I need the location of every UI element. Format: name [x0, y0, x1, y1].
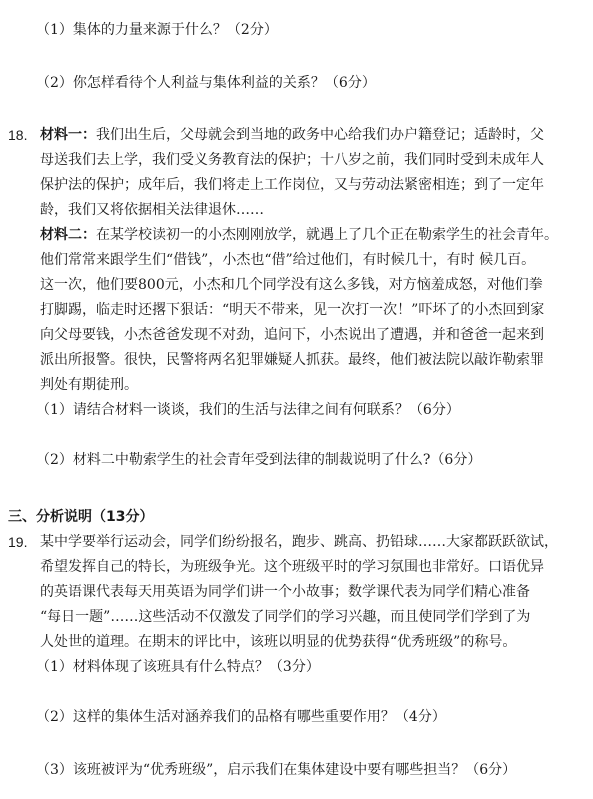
q18-material2-line-7: 判处有期徒刑。	[40, 377, 138, 393]
q18-sub2: （2）材料二中勒索学生的社会青年受到法律的制裁说明了什么?（6分）	[36, 452, 482, 468]
q19-sub2: （2）这样的集体生活对涵养我们的品格有哪些重要作用？（4分）	[36, 709, 446, 725]
q19-line-4: “每日一题”……这些活动不仅激发了同学们的学习兴趣，而且使同学们学到了为	[40, 609, 531, 625]
q18-material1-line-2: 母送我们去上学，我们受义务教育法的保护；十八岁之前，我们同时受到未成年人	[40, 152, 544, 168]
q18-number: 18.	[8, 127, 28, 143]
q17-sub2: （2）你怎样看待个人利益与集体利益的关系？（6分）	[36, 75, 376, 91]
q19-sub3: （3）该班被评为“优秀班级”，启示我们在集体建设中要有哪些担当？（6分）	[36, 762, 517, 778]
q18-material2-line-1: 材料二：在某学校读初一的小杰刚刚放学，就遇上了几个正在勒索学生的社会青年。	[40, 227, 558, 243]
q19-sub1: （1）材料体现了该班具有什么特点？（3分）	[36, 659, 320, 675]
q18-sub1: （1）请结合材料一谈谈，我们的生活与法律之间有何联系？（6分）	[36, 402, 460, 418]
q19-number: 19.	[8, 534, 28, 550]
q18-material2-line-6: 派出所报警。很快，民警将两名犯罪嫌疑人抓获。最终，他们被法院以敲诈勒索罪	[40, 352, 544, 368]
q18-material1-line-1: 材料一：我们出生后，父母就会到当地的政务中心给我们办户籍登记；适龄时，父	[40, 127, 544, 143]
q19-line-5: 人处世的道理。在期末的评比中，该班以明显的优势获得“优秀班级”的称号。	[40, 634, 517, 650]
q18-material2-label: 材料二：	[40, 227, 96, 243]
q18-material2-line-3: 这一次，他们要800元，小杰和几个同学没有这么多钱，对方恼羞成怒，对他们拳	[40, 277, 543, 293]
q18-material2-line-5: 向父母要钱，小杰爸爸发现不对劲，追问下，小杰说出了遭遇，并和爸爸一起来到	[40, 327, 544, 343]
q19-line-1: 某中学要举行运动会，同学们纷纷报名，跑步、跳高、扔铅球……大家都跃跃欲试，	[40, 534, 558, 550]
q18-material2-line-4: 打脚踢，临走时还撂下狠话：“明天不带来，见一次打一次！”吓坏了的小杰回到家	[40, 302, 545, 318]
q19-line-3: 的英语课代表每天用英语为同学们讲一个小故事；数学课代表为同学们精心准备	[40, 584, 530, 600]
q18-material2-line-2: 他们常常来跟学生们“借钱”，小杰也“借”给过他们，有时候几十，有时 候几百。	[40, 252, 536, 268]
section-3-title: 三、分析说明（13分）	[8, 509, 154, 525]
q19-line-2: 希望发挥自己的特长，为班级争光。这个班级平时的学习氛围也非常好。口语优异	[40, 559, 544, 575]
q18-material1-line-3: 保护法的保护；成年后，我们将走上工作岗位，又与劳动法紧密相连；到了一定年	[40, 177, 544, 193]
q18-material1-label: 材料一：	[40, 127, 96, 143]
q18-material1-line-4: 龄，我们又将依据相关法律退休……	[40, 202, 264, 218]
q17-sub1: （1）集体的力量来源于什么？（2分）	[36, 22, 278, 38]
